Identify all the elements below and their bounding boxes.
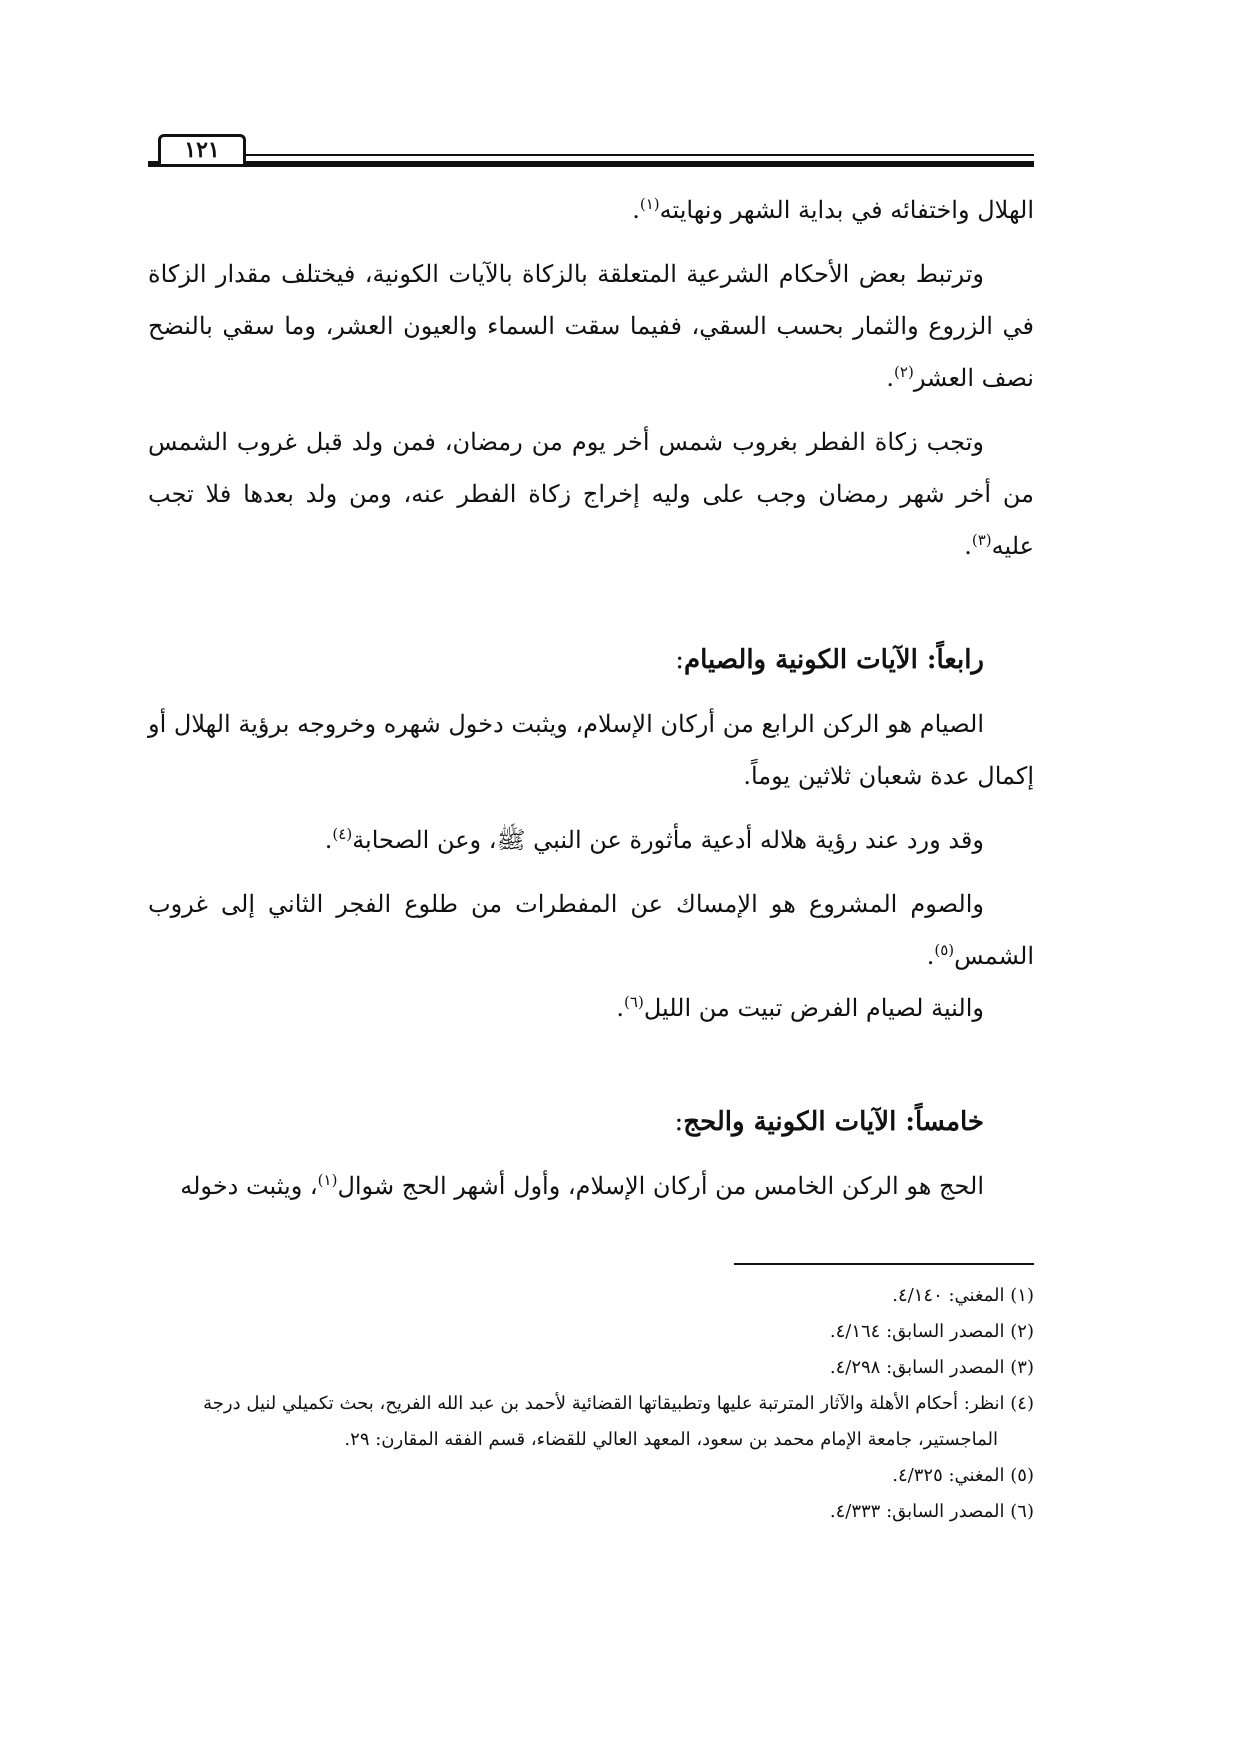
- heading-text: رابعاً: الآيات الكونية والصيام: [684, 645, 984, 675]
- paragraph-4-2: [148, 814, 1034, 866]
- paragraph-text: الصيام هو الركن الرابع من أركان الإسلام، ويثبت دخول شهره وخروجه برؤية الهلال أو إكمال عدة شعبان ثلاثين يوماً.: [148, 710, 1034, 790]
- paragraph-text: وقد ورد عند رؤية هلاله أدعية مأثورة عن النبي ﷺ، وعن الصحابة: [352, 826, 984, 854]
- footnote-2: (٢) المصدر السابق: ٤/١٦٤.: [829, 1321, 1034, 1342]
- heading-colon: :: [674, 1107, 684, 1137]
- section-heading-5: [148, 1096, 1034, 1148]
- footnote-ref[interactable]: (٦): [624, 993, 644, 1011]
- footnote-4: (٤) انظر: أحكام الأهلة والآثار المترتبة عليها وتطبيقاتها القضائية لأحمد بن عبد الله الفريح، بحث تكميلي لنيل درجة: [203, 1393, 1034, 1414]
- paragraph-4-1: [148, 698, 1034, 802]
- heading-colon: :: [675, 645, 684, 675]
- page-number: ١٢١: [158, 134, 246, 164]
- footnote-ref[interactable]: (١): [317, 1171, 338, 1189]
- paragraph-text: الحج هو الركن الخامس من أركان الإسلام، وأول أشهر الحج شوال: [337, 1172, 984, 1200]
- page-header: [148, 134, 1034, 166]
- footnote-ref[interactable]: (١): [639, 195, 660, 213]
- section-heading-4: [148, 634, 1034, 686]
- paragraph-end: .: [886, 364, 895, 392]
- paragraph-text-continued: ، ويثبت دخوله: [180, 1172, 318, 1200]
- paragraph-1: [148, 184, 1034, 236]
- paragraph-end: .: [632, 196, 640, 224]
- footnote-separator: [734, 1263, 1034, 1265]
- paragraph-text: وترتبط بعض الأحكام الشرعية المتعلقة بالزكاة بالآيات الكونية، فيختلف مقدار الزكاة في الزروع والثمار بحسب السقي، ففيما سقت السماء والعيون العشر، وما سقي بالنضح نصف العشر: [148, 260, 1034, 392]
- header-rule-thin: [244, 154, 1034, 156]
- footnote-6: (٦) المصدر السابق: ٤/٣٣٣.: [829, 1501, 1034, 1522]
- footnote-ref[interactable]: (٣): [971, 531, 992, 549]
- paragraph-3: [148, 416, 1034, 572]
- page-body: [148, 184, 1034, 1212]
- footnote-5: (٥) المغني: ٤/٣٢٥.: [892, 1465, 1034, 1486]
- header-rule-thick: [148, 161, 1034, 167]
- paragraph-text: وتجب زكاة الفطر بغروب شمس أخر يوم من رمضان، فمن ولد قبل غروب الشمس من أخر شهر رمضان وجب على وليه إخراج زكاة الفطر عنه، ومن ولد بعدها فلا تجب عليه: [148, 428, 1034, 560]
- paragraph-4-3: [148, 878, 1034, 982]
- paragraph-4-4: [148, 982, 1034, 1034]
- paragraph-5-1: [148, 1160, 1034, 1212]
- paragraph-end: .: [926, 942, 935, 970]
- paragraph-text: والنية لصيام الفرض تبيت من الليل: [643, 994, 984, 1022]
- paragraph-end: .: [616, 994, 625, 1022]
- footnote-ref[interactable]: (٢): [894, 363, 914, 381]
- paragraph-text: والصوم المشروع هو الإمساك عن المفطرات من طلوع الفجر الثاني إلى غروب الشمس: [148, 890, 1034, 970]
- footnote-1: (١) المغني: ٤/١٤٠.: [892, 1285, 1034, 1306]
- footnote-4-continued: الماجستير، جامعة الإمام محمد بن سعود، المعهد العالي للقضاء، قسم الفقه المقارن: ٢٩.: [344, 1429, 998, 1450]
- footnotes: [148, 1278, 1034, 1530]
- paragraph-text: الهلال واختفائه في بداية الشهر ونهايته: [659, 196, 1034, 224]
- footnote-3: (٣) المصدر السابق: ٤/٢٩٨.: [829, 1357, 1034, 1378]
- paragraph-end: .: [964, 532, 972, 560]
- footnote-ref[interactable]: (٥): [934, 941, 955, 959]
- paragraph-2: [148, 248, 1034, 404]
- heading-text: خامساً: الآيات الكونية والحج: [683, 1107, 984, 1137]
- footnote-ref[interactable]: (٤): [332, 825, 353, 843]
- paragraph-end: .: [324, 826, 333, 854]
